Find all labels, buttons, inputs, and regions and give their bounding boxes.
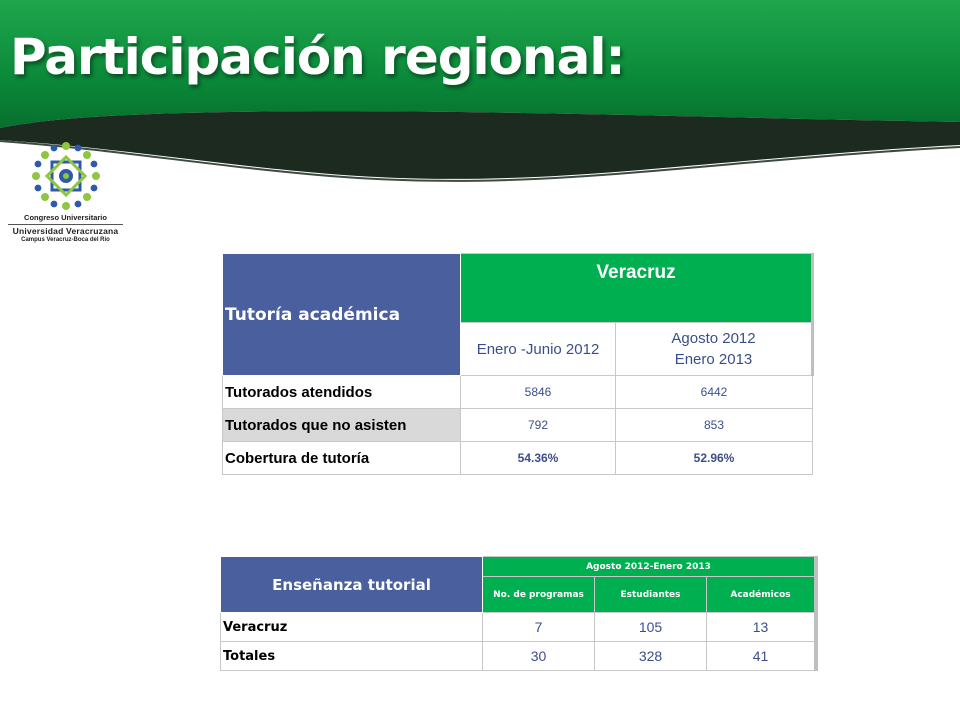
logo-text-campus: Campus Veracruz-Boca del Río	[21, 237, 110, 243]
period-header-2	[616, 323, 813, 376]
table-row	[223, 376, 813, 409]
ensenanza-table	[220, 556, 818, 671]
period-header-2-line2: Enero 2013	[674, 351, 753, 368]
cell-value: 54.36%	[461, 442, 616, 475]
row-label: Totales	[221, 642, 483, 671]
ensenanza-corner-label: Enseñanza tutorial	[221, 557, 483, 613]
col-header-estudiantes: Estudiantes	[595, 577, 707, 613]
logo-text-congreso: Congreso Universitario	[24, 213, 107, 222]
banner-dark-swoosh	[0, 111, 960, 179]
page-title: Participación regional:	[10, 28, 625, 86]
congress-logo	[8, 140, 123, 250]
cell-value: 13	[707, 613, 817, 642]
cell-value: 6442	[616, 376, 813, 409]
cell-value: 5846	[461, 376, 616, 409]
cell-value: 328	[595, 642, 707, 671]
row-label: Cobertura de tutoría	[223, 442, 461, 475]
cell-value: 105	[595, 613, 707, 642]
row-label: Tutorados que no asisten	[223, 409, 461, 442]
cell-value: 7	[483, 613, 595, 642]
period-header-2-line1: Agosto 2012	[671, 330, 756, 347]
row-label: Tutorados atendidos	[223, 376, 461, 409]
row-label: Veracruz	[221, 613, 483, 642]
cell-value: 853	[616, 409, 813, 442]
table-row	[223, 409, 813, 442]
table-row	[221, 642, 817, 671]
table-row	[221, 613, 817, 642]
cell-value: 792	[461, 409, 616, 442]
period-header: Agosto 2012-Enero 2013	[483, 557, 817, 577]
tutoria-corner-label: Tutoría académica	[223, 254, 461, 376]
logo-text-universidad: Universidad Veracruzana	[8, 224, 123, 236]
period-header-1: Enero -Junio 2012	[461, 323, 616, 376]
tutoria-table	[222, 253, 814, 475]
cell-value: 30	[483, 642, 595, 671]
cell-value: 41	[707, 642, 817, 671]
table-row	[223, 442, 813, 475]
congress-logo-icon	[30, 140, 102, 212]
col-header-academicos: Académicos	[707, 577, 817, 613]
region-header: Veracruz	[461, 254, 813, 323]
col-header-programas: No. de programas	[483, 577, 595, 613]
cell-value: 52.96%	[616, 442, 813, 475]
